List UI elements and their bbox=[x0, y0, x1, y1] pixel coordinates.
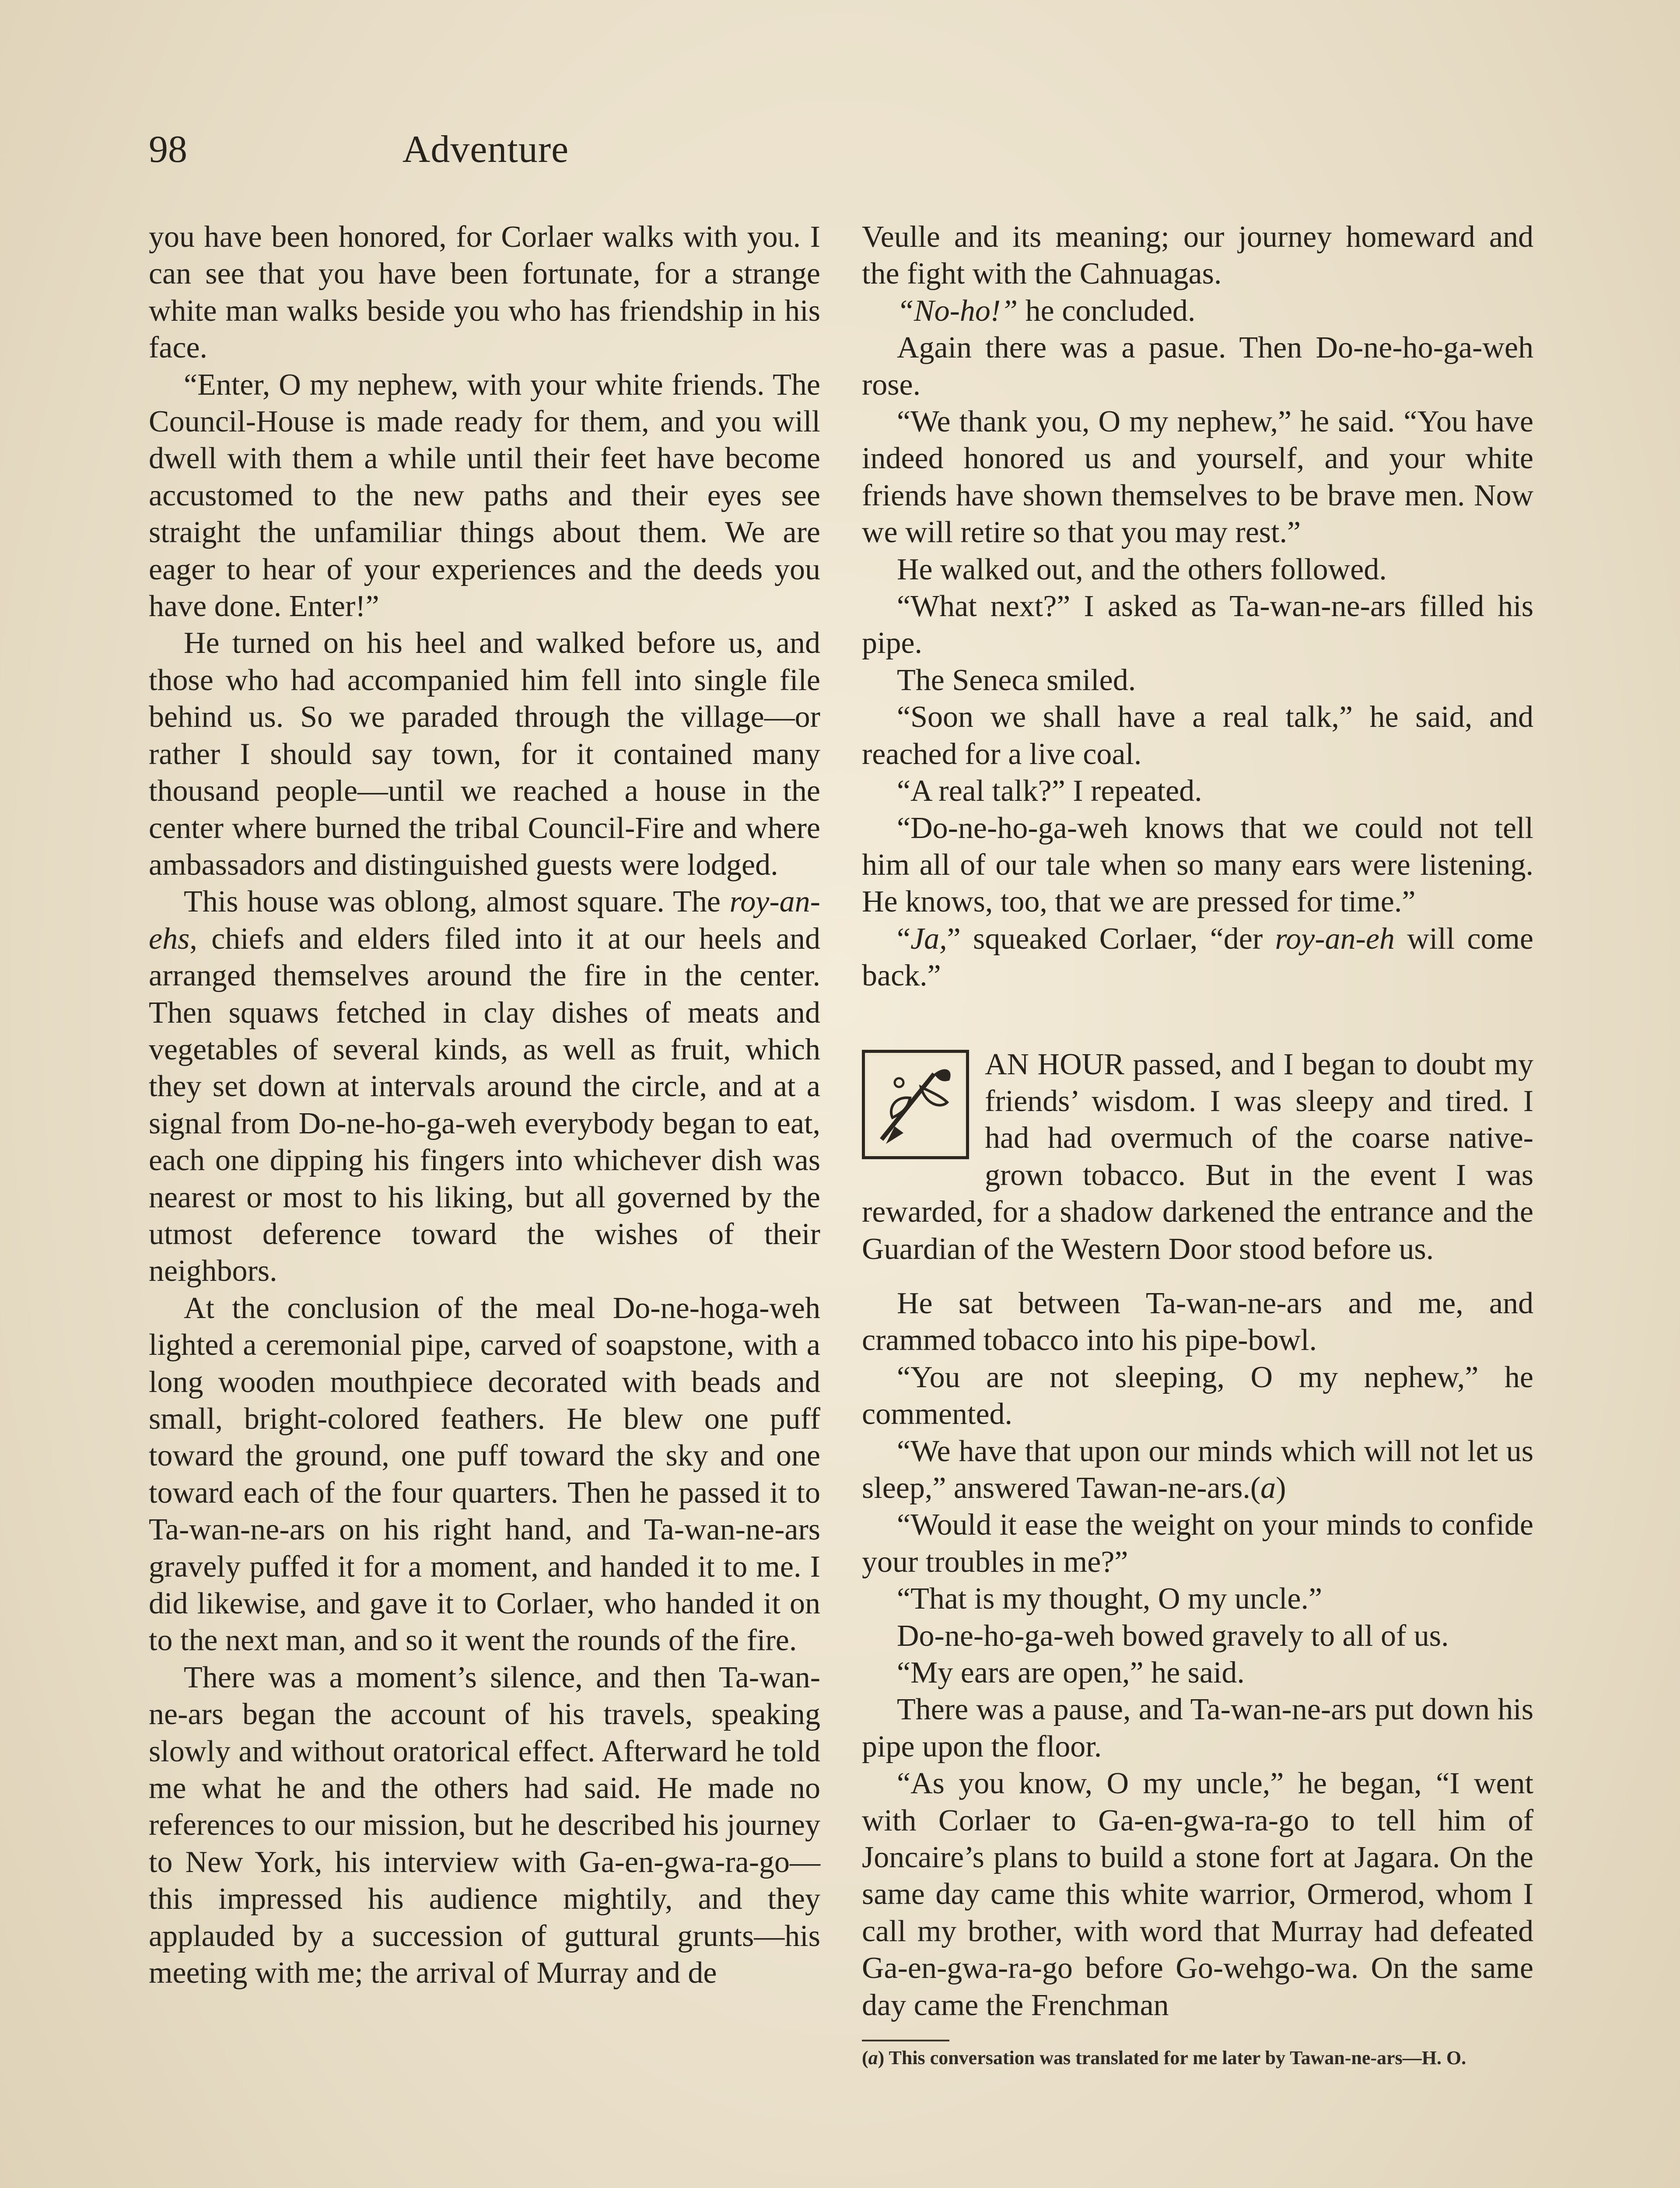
lead-caps: AN HOUR bbox=[985, 1047, 1124, 1081]
italic-term: roy-an-ehs bbox=[149, 885, 820, 956]
paragraph: “As you know, O my uncle,” he began, “I went with Corlaer to Ga-en-gwa-ra-go to tell him of Joncaire’s plans to build a stone fort at Jagara. On the same day came this white warrior, Ormerod, whom I call my brother, with word that Murray had defeated Ga-en-gwa-ra-go before Go-wehgo-wa. On the same day came the Frenchman bbox=[862, 1767, 1533, 2022]
italic-term: roy-an-eh bbox=[1275, 922, 1395, 956]
paragraph: “You are not sleeping, O my nephew,” he commented. bbox=[862, 1360, 1533, 1431]
paragraph: Again there was a pasue. Then Do-ne-ho-ga-weh rose. bbox=[862, 331, 1533, 402]
text-run: This house was oblong, almost square. The bbox=[184, 885, 730, 919]
text-run: ” squeaked Corlaer, “der bbox=[947, 922, 1275, 956]
text-run: “We have that upon our minds which will not let us sleep,” answered Tawan-ne-ars.( bbox=[862, 1434, 1533, 1505]
text-run: ) bbox=[1276, 1471, 1286, 1505]
paragraph: He walked out, and the others followed. bbox=[897, 552, 1387, 586]
paragraph: The Seneca smiled. bbox=[897, 663, 1136, 697]
paragraph: He sat between Ta-wan-ne-ars and me, and crammed tobacco into his pipe-bowl. bbox=[862, 1286, 1533, 1357]
text-run: ) bbox=[878, 2047, 885, 2069]
italic-term: Ja, bbox=[910, 922, 947, 956]
paragraph: “Enter, O my nephew, with your white friends. The Council-House is made ready for them, and you will dwell with them a while until their feet have become accustomed to the new paths and their eyes see straight the unfamiliar things about them. We are eager to hear of your experiences and the deeds you have done. Enter!” bbox=[149, 368, 820, 624]
paragraph: “That is my thought, O my uncle.” bbox=[897, 1582, 1323, 1616]
paragraph: “Soon we shall have a real talk,” he said, and reached for a live coal. bbox=[862, 700, 1533, 771]
paragraph bbox=[862, 1433, 1533, 1507]
paragraph: He turned on his heel and walked before us, and those who had accompanied him fell into single file behind us. So we paraded through the village—or rather I should say town, for it contained many thousand people—until we reached a house in the center where burned the tribal Council-Fire and where ambassadors and distinguished guests were lodged. bbox=[149, 626, 820, 882]
paragraph: “A real talk?” I repeated. bbox=[897, 774, 1202, 808]
left-column bbox=[149, 219, 820, 1992]
text-run: , chiefs and elders filed into it at our heels and arranged themselves around the fire in the center. Then squaws fetched in clay dishes of meats and vegetables of several kinds, as well as fruit, which they set down at intervals around the circle, and at a signal from Do-ne-ho-ga-weh everybody began to eat, each one dipping his fingers into whichever dish was nearest or most to his liking, but all governed by the utmost deference toward the wishes of their neighbors. bbox=[149, 922, 820, 1288]
footnote-marker: a bbox=[868, 2047, 878, 2069]
footnote bbox=[862, 2047, 1533, 2069]
paragraph: There was a pause, and Ta-wan-ne-ars put down his pipe upon the floor. bbox=[862, 1693, 1533, 1764]
text-run: “ bbox=[897, 922, 911, 956]
paragraph bbox=[862, 921, 1533, 995]
paragraph: “We thank you, O my nephew,” he said. “You have indeed honored us and yourself, and your white friends have shown themselves to be brave men. Now we will retire so that you may rest.” bbox=[862, 405, 1533, 550]
italic-term: “No-ho!” bbox=[897, 294, 1018, 328]
paragraph: Do-ne-ho-ga-weh bowed gravely to all of us. bbox=[897, 1619, 1449, 1653]
paragraph: you have been honored, for Corlaer walks with you. I can see that you have been fortunate, for a strange white man walks beside you who has friendship in his face. bbox=[149, 220, 820, 365]
section-break bbox=[862, 1046, 1533, 1268]
paragraph: “What next?” I asked as Ta-wan-ne-ars filled his pipe. bbox=[862, 589, 1533, 660]
decorative-section-initial-icon bbox=[862, 1050, 969, 1159]
italic-term: a bbox=[1260, 1471, 1276, 1505]
feather-quill-icon bbox=[868, 1056, 962, 1153]
right-column bbox=[862, 219, 1533, 2069]
text-run: ( bbox=[862, 2047, 868, 2069]
text-run: he concluded. bbox=[1018, 294, 1196, 328]
paragraph: “Do-ne-ho-ga-weh knows that we could not tell him all of our tale when so many ears were listening. He knows, too, that we are pressed for time.” bbox=[862, 811, 1533, 919]
paragraph: “Would it ease the weight on your minds to confide your troubles in me?” bbox=[862, 1508, 1533, 1579]
text-run: will come back.” bbox=[862, 922, 1534, 993]
text-run: passed, and I began to doubt my friends’ wisdom. I was sleepy and tired. I had had overmuch of the coarse native-grown tobacco. But in the event I was rewarded, for a shadow darkened the entrance and the Guardian of the Western Door stood before us. bbox=[862, 1047, 1534, 1266]
paragraph bbox=[862, 293, 1533, 330]
footnote-divider bbox=[862, 2040, 949, 2041]
footnote-text: This conversation was translated for me later by Tawan-ne-ars—H. O. bbox=[884, 2047, 1466, 2069]
paragraph: Veulle and its meaning; our journey homeward and the fight with the Cahnuagas. bbox=[862, 220, 1533, 291]
paragraph: “My ears are open,” he said. bbox=[897, 1656, 1245, 1690]
paragraph: There was a moment’s silence, and then Ta-wan-ne-ars began the account of his travels, speaking slowly and without oratorical effect. Afterward he told me what he and the others had said. He made no references to our mission, but he described his journey to New York, his interview with Ga-en-gwa-ra-go—this impressed his audience mightily, and they applauded by a succession of guttural grunts—his meeting with me; the arrival of Murray and de bbox=[149, 1660, 820, 1990]
paragraph bbox=[149, 884, 820, 1290]
magazine-title: Adventure bbox=[402, 128, 569, 171]
page-number: 98 bbox=[149, 128, 187, 171]
paragraph: At the conclusion of the meal Do-ne-hoga-weh lighted a ceremonial pipe, carved of soapstone, with a long wooden mouthpiece decorated with beads and small, bright-colored feathers. He blew one puff toward the ground, one puff toward the sky and one toward each of the four quarters. Then he passed it to Ta-wan-ne-ars on his right hand, and Ta-wan-ne-ars gravely puffed it for a moment, and handed it to me. I did likewise, and gave it to Corlaer, who handed it on to the next man, and so it went the rounds of the fire. bbox=[149, 1291, 820, 1658]
